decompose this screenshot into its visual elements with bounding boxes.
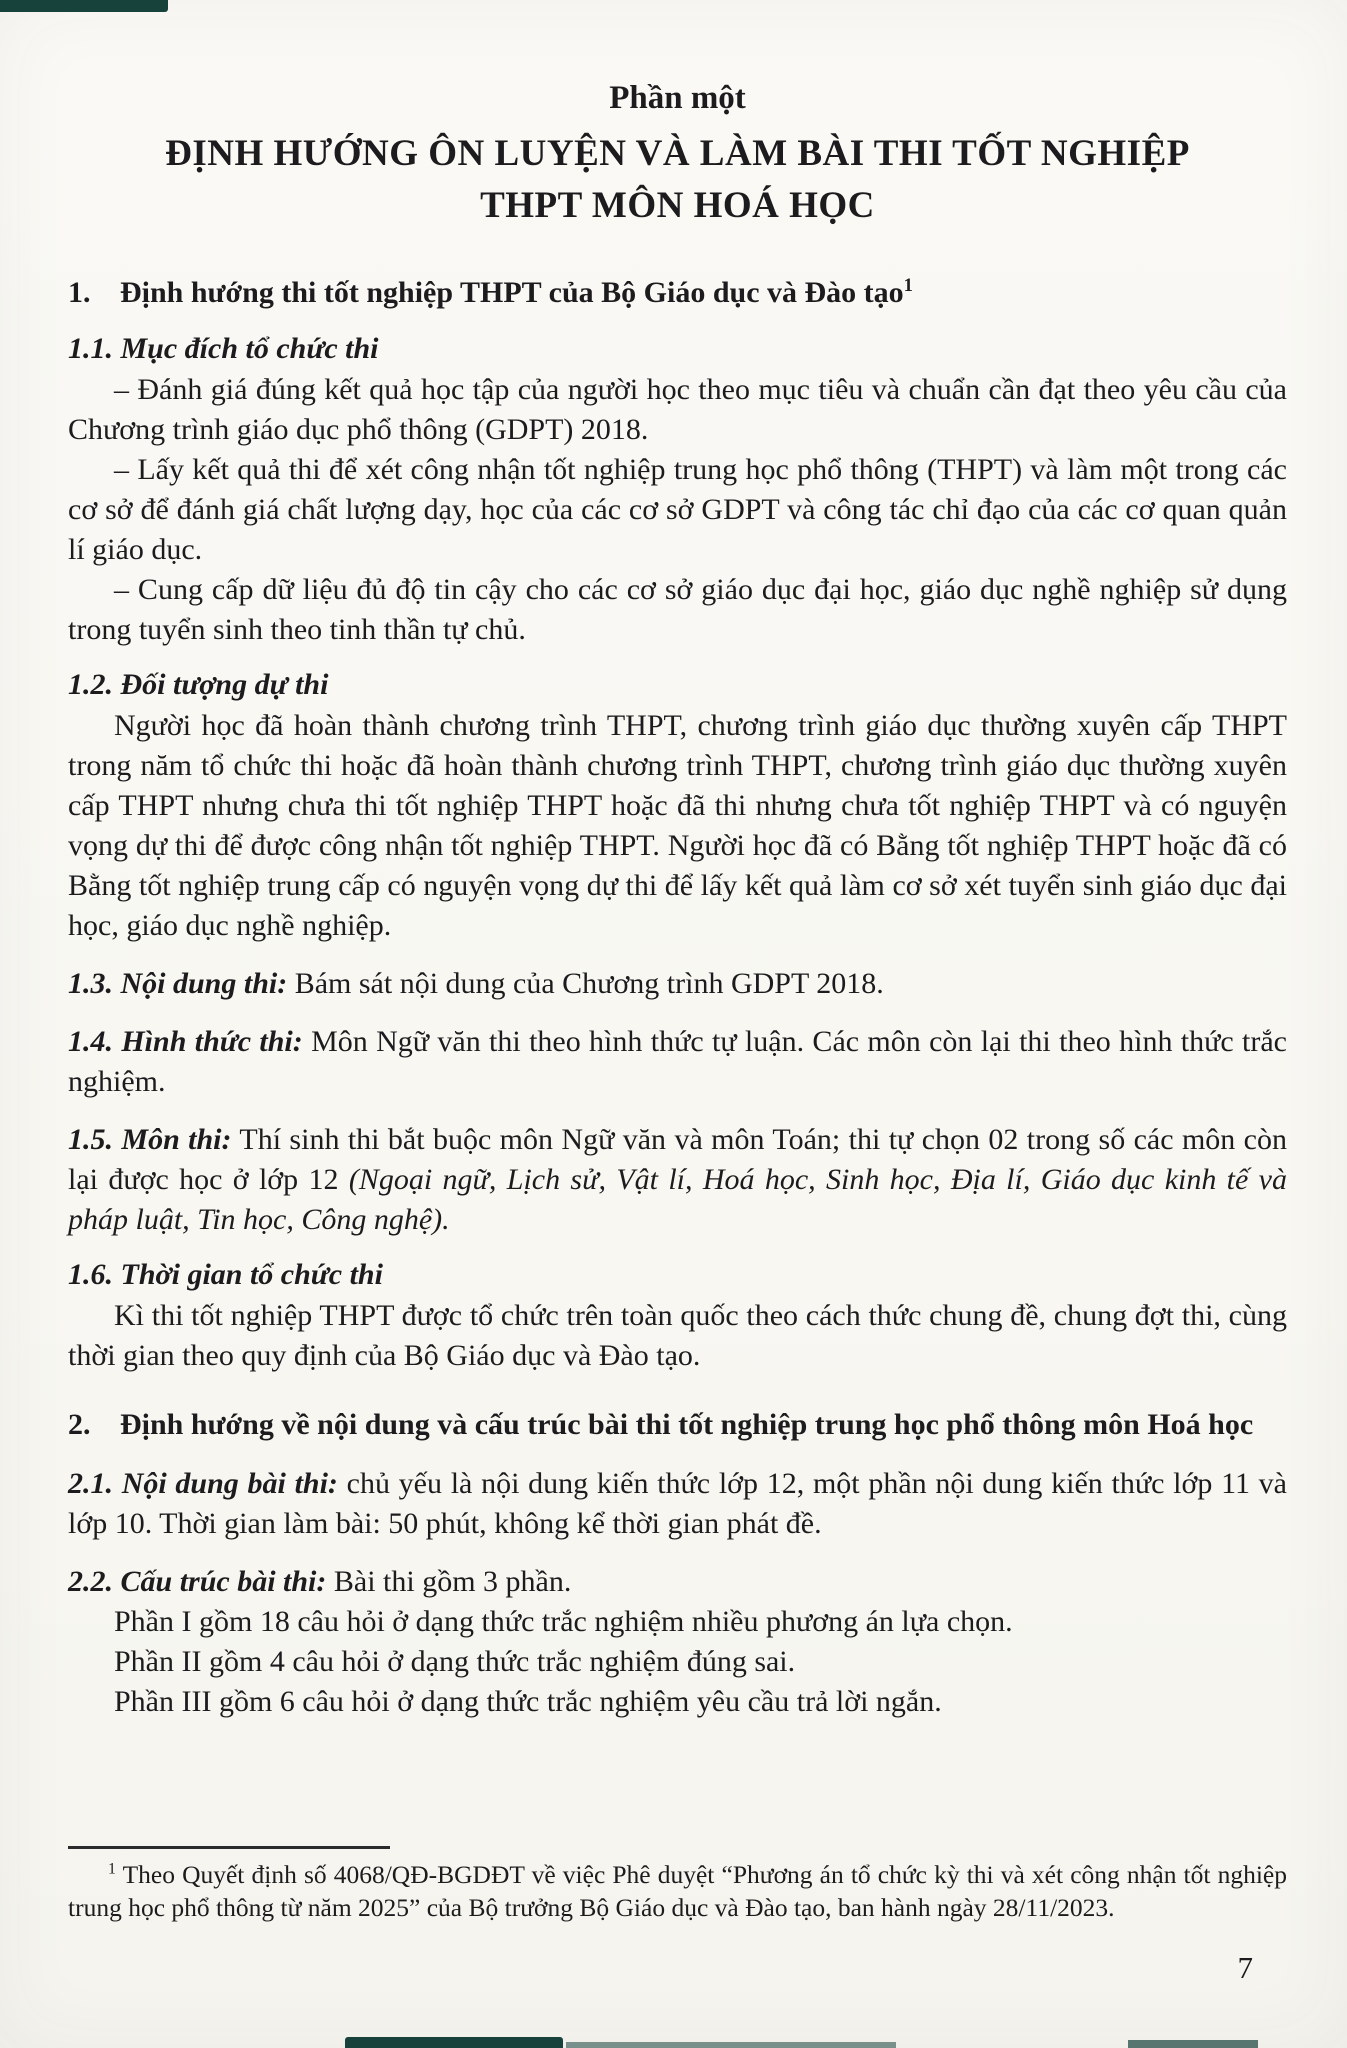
subsection-1-3	[68, 964, 1287, 1004]
subsection-1-5	[68, 1120, 1287, 1240]
exam-part-item: Phần III gồm 6 câu hỏi ở dạng thức trắc nghiệm yêu cầu trả lời ngắn.	[114, 1685, 942, 1718]
subsection-2-2-label: 2.2. Cấu trúc bài thi:	[68, 1565, 327, 1598]
body-paragraph: – Lấy kết quả thi để xét công nhận tốt nghiệp trung học phổ thông (THPT) và làm một trong các cơ sở để đánh giá chất lượng dạy, học của các cơ sở GDPT và công tác chỉ đạo của các cơ quan quản lí giáo dục.	[68, 453, 1287, 566]
body-paragraph: Người học đã hoàn thành chương trình THPT, chương trình giáo dục thường xuyên cấp THPT trong năm tổ chức thi hoặc đã hoàn thành chương trình THPT, chương trình giáo dục thường xuyên cấp THPT nhưng chưa thi tốt nghiệp THPT hoặc đã thi nhưng chưa tốt nghiệp THPT và có nguyện vọng dự thi để được công nhận tốt nghiệp THPT. Người học đã có Bằng tốt nghiệp THPT hoặc đã có Bằng tốt nghiệp trung cấp có nguyện vọng dự thi để lấy kết quả làm cơ sở xét tuyển sinh giáo dục đại học, giáo dục nghề nghiệp.	[68, 709, 1287, 942]
footnote-reference: 1	[903, 275, 913, 296]
scan-artifact-bottom-faint	[566, 2042, 896, 2048]
subsection-1-4	[68, 1022, 1287, 1102]
page-number: 7	[1237, 1950, 1253, 1985]
subsection-2-1	[68, 1464, 1287, 1544]
subsection-2-1-label: 2.1. Nội dung bài thi:	[68, 1467, 338, 1500]
subsection-1-2-heading: 1.2. Đối tượng dự thi	[68, 668, 329, 701]
subsection-1-6-heading: 1.6. Thời gian tổ chức thi	[68, 1258, 383, 1291]
section-1-title-text: Định hướng thi tốt nghiệp THPT của Bộ Giáo dục và Đào tạo	[120, 276, 904, 309]
section-2-number: 2.	[68, 1408, 91, 1441]
body-paragraph: Kì thi tốt nghiệp THPT được tổ chức trên toàn quốc theo cách thức chung đề, chung đợt thi, cùng thời gian theo quy định của Bộ Giáo dục và Đào tạo.	[68, 1299, 1287, 1372]
footnote	[68, 1846, 1287, 1924]
document-title-line2: THPT MÔN HOÁ HỌC	[480, 185, 875, 226]
document-title	[68, 128, 1287, 232]
subsection-1-5-text: Thí sinh thi bắt buộc môn Ngữ văn và môn Toán; thi tự chọn 02 trong số các môn còn lại được học ở lớp 12	[68, 1123, 1287, 1196]
subsection-1-5-subjects-list: (Ngoại ngữ, Lịch sử, Vật lí, Hoá học, Sinh học, Địa lí, Giáo dục kinh tế và pháp luật, Tin học, Công nghệ).	[68, 1163, 1287, 1236]
section-1-heading	[68, 272, 1287, 314]
exam-part-item: Phần II gồm 4 câu hỏi ở dạng thức trắc nghiệm đúng sai.	[114, 1645, 796, 1678]
section-1-number: 1.	[68, 276, 91, 309]
section-2-heading	[68, 1404, 1287, 1446]
subsection-2-2-text: Bài thi gồm 3 phần.	[333, 1565, 572, 1598]
page-content	[68, 76, 1287, 1722]
section-2-title: Định hướng về nội dung và cấu trúc bài thi tốt nghiệp trung học phổ thông môn Hoá học	[120, 1408, 1254, 1441]
body-paragraph: – Đánh giá đúng kết quả học tập của người học theo mục tiêu và chuẩn cần đạt theo yêu cầu của Chương trình giáo dục phổ thông (GDPT) 2018.	[68, 373, 1287, 446]
footnote-text	[68, 1858, 1287, 1924]
body-paragraph: – Cung cấp dữ liệu đủ độ tin cậy cho các cơ sở giáo dục đại học, giáo dục nghề nghiệp sử dụng trong tuyển sinh theo tinh thần tự chủ.	[68, 573, 1287, 646]
footnote-divider	[68, 1846, 390, 1849]
subsection-1-3-label: 1.3. Nội dung thi:	[68, 967, 288, 1000]
scan-artifact-top-left	[0, 0, 168, 12]
footnote-marker: 1	[108, 1860, 116, 1878]
exam-part-item: Phần I gồm 18 câu hỏi ở dạng thức trắc nghiệm nhiều phương án lựa chọn.	[114, 1605, 1013, 1638]
subsection-2-2	[68, 1562, 1287, 1602]
scan-artifact-bottom-right	[1128, 2040, 1258, 2048]
section-1-title	[120, 272, 1287, 314]
subsection-2-1-text: chủ yếu là nội dung kiến thức lớp 12, một phần nội dung kiến thức lớp 11 và lớp 10. Thời gian làm bài: 50 phút, không kể thời gian phát đề.	[68, 1467, 1287, 1540]
scan-artifact-bottom	[345, 2037, 563, 2048]
subsection-1-4-label: 1.4. Hình thức thi:	[68, 1025, 303, 1058]
footnote-body: Theo Quyết định số 4068/QĐ-BGDĐT về việc Phê duyệt “Phương án tổ chức kỳ thi và xét công nhận tốt nghiệp trung học phổ thông từ năm 2025” của Bộ trưởng Bộ Giáo dục và Đào tạo, ban hành ngày 28/11/2023.	[68, 1860, 1287, 1922]
document-title-line1: ĐỊNH HƯỚNG ÔN LUYỆN VÀ LÀM BÀI THI TỐT NGHIỆP	[165, 133, 1190, 174]
subsection-1-4-text: Môn Ngữ văn thi theo hình thức tự luận. Các môn còn lại thi theo hình thức trắc nghiệm.	[68, 1025, 1287, 1098]
subsection-1-5-label: 1.5. Môn thi:	[68, 1123, 232, 1156]
subsection-1-1-heading: 1.1. Mục đích tổ chức thi	[68, 332, 379, 365]
subsection-1-3-text: Bám sát nội dung của Chương trình GDPT 2018.	[294, 967, 884, 1000]
part-label: Phần một	[609, 80, 746, 116]
